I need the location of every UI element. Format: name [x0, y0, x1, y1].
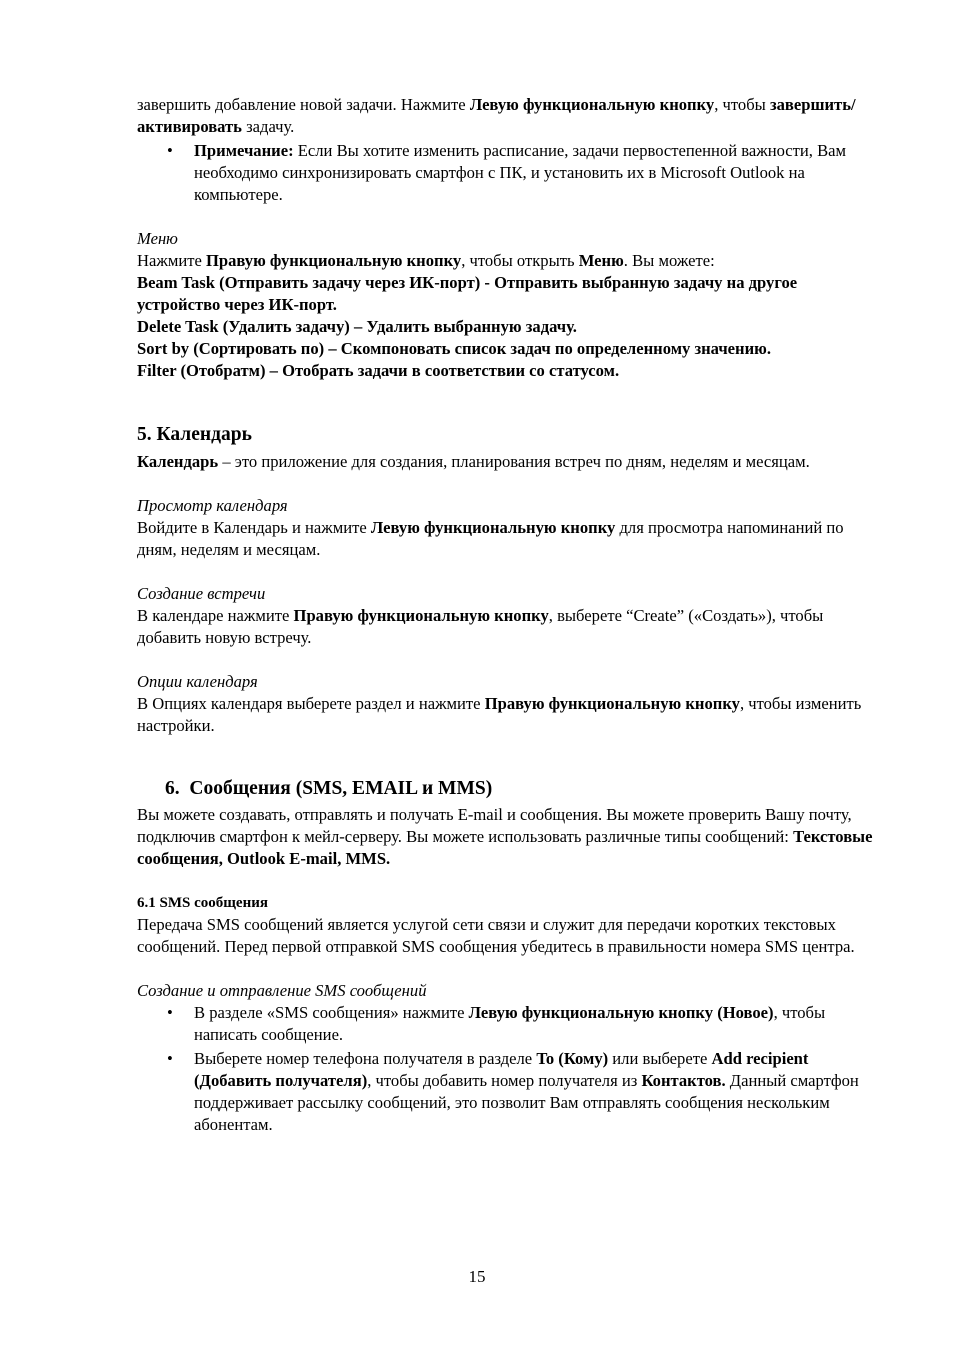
text-run: . Вы можете: — [623, 251, 715, 270]
text-run: Данный смартфон поддерживает рассылку сообщений, это позволит Вам отправлять сообщения нескольким абонентам. — [194, 1071, 859, 1134]
bold-text: Меню — [578, 251, 624, 270]
note-text — [194, 141, 846, 204]
text-run: , чтобы открыть — [461, 251, 579, 270]
text-run: В Опциях календаря выберете раздел и нажмите — [137, 694, 485, 713]
messages-heading — [137, 776, 882, 802]
menu-paragraph — [137, 250, 882, 272]
text-run: В календаре нажмите — [137, 606, 294, 625]
bullet-icon: • — [167, 1049, 173, 1068]
messages-heading-number: 6. — [165, 778, 180, 799]
text-run: – это приложение для создания, планирования встреч по дням, неделям и месяцам. — [218, 452, 810, 471]
text-run: Вы можете создавать, отправлять и получать E-mail и сообщения. Вы можете проверить Вашу почту, подключив смартфон к мейл-серверу. Вы можете использовать различные типы сообщений: — [137, 805, 852, 846]
calendar-view-subtitle: Просмотр календаря — [137, 496, 288, 515]
page-number: 15 — [468, 1267, 486, 1286]
text-run: , чтобы добавить номер получателя из — [367, 1071, 642, 1090]
bold-text: Add recipient (Добавить получателя) — [194, 1049, 809, 1090]
bold-text: Контактов. — [641, 1071, 726, 1090]
text-run: , чтобы изменить настройки. — [137, 694, 862, 735]
text-run: Если Вы хотите изменить расписание, задачи первостепенной важности, Вам необходимо синхронизировать смартфон с ПК, и установить их в Microsoft Outlook на компьютере. — [194, 141, 847, 204]
sms-send-subtitle: Создание и отправление SMS сообщений — [137, 981, 427, 1000]
intro-list — [137, 140, 882, 206]
text-run: Войдите в Календарь и нажмите — [137, 518, 371, 537]
bold-text: Левую функциональную кнопку (Новое) — [468, 1003, 774, 1022]
note-list-item — [137, 140, 882, 206]
bold-text: To (Кому) — [536, 1049, 609, 1068]
text-run: , чтобы — [714, 95, 770, 114]
menu-item-filter: Filter (Отобратм) – Отобрать задачи в соответствии со статусом. — [137, 361, 620, 380]
sms-heading: 6.1 SMS сообщения — [137, 895, 268, 911]
sms-list-item — [137, 1048, 882, 1136]
sms-list-item — [137, 1002, 882, 1046]
calendar-options-paragraph — [137, 693, 882, 737]
bold-text: Левую функциональную кнопку — [370, 518, 616, 537]
calendar-heading: 5. Календарь — [137, 424, 252, 445]
sms-send-list — [137, 1002, 882, 1136]
text-run: завершить добавление новой задачи. Нажмите — [137, 95, 470, 114]
menu-subtitle: Меню — [137, 229, 178, 248]
text-run: Выберете номер телефона получателя в разделе — [194, 1049, 537, 1068]
bullet-icon: • — [167, 1003, 173, 1022]
calendar-options-subtitle: Опции календаря — [137, 672, 258, 691]
bold-text: Левую функциональную кнопку — [469, 95, 715, 114]
bold-text: Правую функциональную кнопку — [205, 251, 462, 270]
bold-text: завершить/активировать — [137, 95, 856, 136]
messages-heading-text: Сообщения (SMS, EMAIL и MMS) — [189, 778, 493, 799]
messages-intro — [137, 804, 882, 870]
intro-paragraph — [137, 94, 882, 138]
sms-list-item-text — [194, 1003, 825, 1044]
document-page — [137, 94, 882, 1136]
menu-item-beam: Beam Task (Отправить задачу через ИК-порт) - Отправить выбранную задачу на другое устройство через ИК-порт. — [137, 273, 798, 314]
text-run: , выберете “Create” («Создать»), чтобы добавить новую встречу. — [137, 606, 824, 647]
calendar-create-subtitle: Создание встречи — [137, 584, 266, 603]
bold-text: Правую функциональную кнопку — [293, 606, 549, 625]
bold-text: Календарь — [137, 452, 219, 471]
bold-text: Текстовые сообщения, Outlook E-mail, MMS. — [137, 827, 873, 868]
text-run: Нажмите — [137, 251, 206, 270]
menu-item-delete: Delete Task (Удалить задачу) – Удалить выбранную задачу. — [137, 317, 577, 336]
text-run: , чтобы написать сообщение. — [194, 1003, 826, 1044]
menu-item-sort: Sort by (Сортировать по) – Скомпоновать список задач по определенному значению. — [137, 339, 771, 358]
text-run: или выберете — [608, 1049, 712, 1068]
text-run: для просмотра напоминаний по дням, неделям и месяцам. — [137, 518, 844, 559]
bold-text: Правую функциональную кнопку — [484, 694, 740, 713]
calendar-intro — [137, 451, 882, 473]
sms-intro: Передача SMS сообщений является услугой сети связи и служит для передачи коротких текстовых сообщений. Перед первой отправкой SMS сообщения убедитесь в правильности номера SMS центра. — [137, 915, 855, 956]
text-run: задачу. — [241, 117, 295, 136]
bold-text: Примечание: — [194, 141, 294, 160]
calendar-view-paragraph — [137, 517, 882, 561]
text-run: В разделе «SMS сообщения» нажмите — [194, 1003, 469, 1022]
bullet-icon: • — [167, 141, 173, 160]
calendar-create-paragraph — [137, 605, 882, 649]
sms-list-item-text — [194, 1049, 859, 1134]
